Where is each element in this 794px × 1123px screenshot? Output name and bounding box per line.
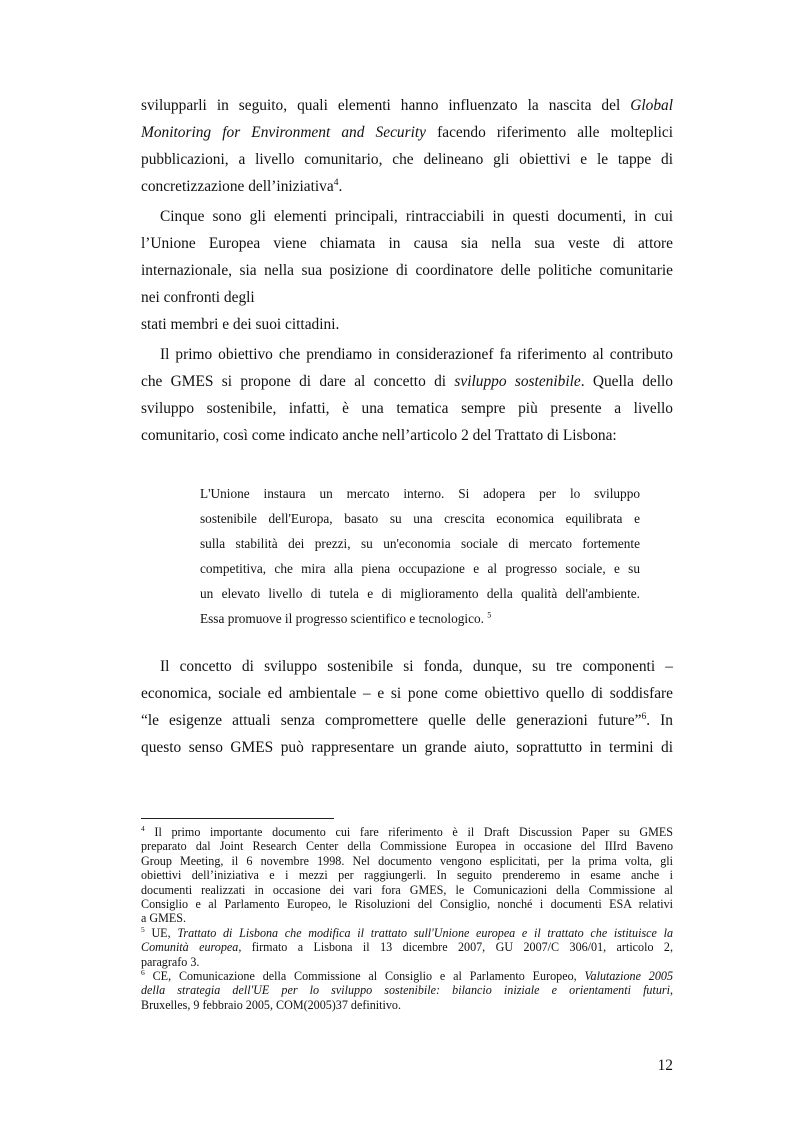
p1-line4: concretizzazione dell’iniziativa [141,178,334,195]
fn4-line1: Il primo importante documento cui fare riferimento è il Draft Discussion Paper su GMES [154,825,673,839]
fn6-line2-italic: della strategia dell'UE per lo sviluppo sostenibile: bilancio iniziale e orientamenti futuri [141,983,670,998]
paragraph-1 [141,92,673,200]
paragraph-2 [141,203,673,338]
p2-line1: Cinque sono gli elementi principali, rintracciabili in questi documenti, in cui [160,208,673,225]
fn5-line2-rest: , firmato a Lisbona il 13 dicembre 2007, GU 2007/C 306/01, articolo 2, [238,940,673,955]
p1-line1: svilupparli in seguito, quali elementi hanno influenzato la nascita del [141,97,621,114]
footnote-separator [141,818,334,819]
fn4-line6: Consiglio e al Parlamento Europeo, le Risoluzioni del Consiglio, nonché i documenti ESA relativi [141,897,673,912]
quote-line3: sulla stabilità dei prezzi, su un'economia sociale di mercato fortemente [200,536,640,551]
p1-line4-end: . [338,178,343,195]
p4-line4: questo senso GMES può rappresentare un grande aiuto, soprattutto in termini di [141,739,673,756]
fn4-line5: documenti realizzati in occasione dei vari fora GMES, le Comunicazioni della Commissione al [141,882,673,897]
p3-line3: sviluppo sostenibile, infatti, è una tematica sempre più presente a livello [141,400,673,417]
paragraph-4 [141,653,673,761]
fn5-line1-start: UE, [151,925,171,940]
fn6-line1-start: CE, Comunicazione della Commissione al Consiglio e al Parlamento Europeo, [152,969,577,984]
p1-line2-italic: Monitoring for Environment and Security [141,124,426,141]
footnote-ref-4[interactable]: 4 [333,176,339,188]
fn5-line1-italic: Trattato di Lisbona che modifica il trattato sull'Unione europea e il trattato che istituisce la [177,925,673,940]
fn5-line2-italic: Comunità europea [141,940,239,955]
footnote-ref-5[interactable]: 5 [487,610,492,620]
quote-line6: Essa promuove il progresso scientifico e tecnologico. [200,611,484,626]
footnotes [141,825,673,1012]
p3-line2-end: . Quella dello [580,373,673,390]
footnote-6 [141,969,673,1012]
quote-line2: sostenibile dell'Europa, basato su una crescita economica equilibrata e [200,511,640,526]
footnote-6-number: 6 [141,968,145,978]
p2-line4: nei confronti degli [141,289,255,306]
p4-line3: “le esigenze attuali senza compromettere quelle delle generazioni future” [141,712,642,729]
quote-line4: competitiva, che mira alla piena occupazione e al progresso sociale, e su [200,561,640,576]
fn6-line1-italic: Valutazione 2005 [584,969,673,984]
p3-line2-italic: sviluppo sostenibile [454,373,581,390]
footnote-ref-6[interactable]: 6 [641,710,647,722]
p4-line1: Il concetto di sviluppo sostenibile si fonda, dunque, su tre componenti – [160,658,673,675]
fn4-line3: Group Meeting, il 6 novembre 1998. Nel documento vengono esplicitati, per la prima volta, gli [141,853,673,868]
footnote-5 [141,926,673,969]
fn5-line3: paragrafo 3. [141,954,200,969]
footnote-4-number: 4 [141,823,145,833]
quote-line5: un elevato livello di tutela e di miglioramento della qualità dell'ambiente. [200,586,640,601]
p2-line2: l’Unione Europea viene chiamata in causa sia nella sua veste di attore [141,235,673,252]
fn6-line3: Bruxelles, 9 febbraio 2005, COM(2005)37 definitivo. [141,997,401,1012]
paragraph-3 [141,341,673,449]
fn6-line2-end: , [669,983,673,998]
fn4-line2: preparato dal Joint Research Center della Commissione Europea in occasione del IIIrd Baveno [141,839,673,854]
p3-line4: comunitario, così come indicato anche nell’articolo 2 del Trattato di Lisbona: [141,427,617,444]
quote-line1: L'Unione instaura un mercato interno. Si adopera per lo sviluppo [200,486,640,501]
p1-line1-italic: Global [630,97,673,114]
p3-line1: Il primo obiettivo che prendiamo in considerazionef fa riferimento al contributo [160,346,673,363]
p3-line2-start: che GMES si propone di dare al concetto di [141,373,447,390]
p2-line3: internazionale, sia nella sua posizione di coordinatore delle politiche comunitarie [141,262,673,279]
block-quote [200,481,640,631]
p4-line2: economica, sociale ed ambientale – e si pone come obiettivo quello di soddisfare [141,685,673,702]
footnote-5-number: 5 [141,924,145,934]
footnote-4 [141,825,673,926]
fn4-line4: obiettivi dell’iniziativa e i mezzi per raggiungerli. In seguito prenderemo in esame anche i [141,868,673,883]
p1-line3: pubblicazioni, a livello comunitario, che delineano gli obiettivi e le tappe di [141,151,673,168]
p2-line5: stati membri e dei suoi cittadini. [141,316,340,333]
fn4-line7: a GMES. [141,911,187,926]
p4-line3-end: . In [646,712,673,729]
p1-line2-rest: facendo riferimento alle molteplici [437,124,673,141]
page-number: 12 [657,1057,673,1074]
